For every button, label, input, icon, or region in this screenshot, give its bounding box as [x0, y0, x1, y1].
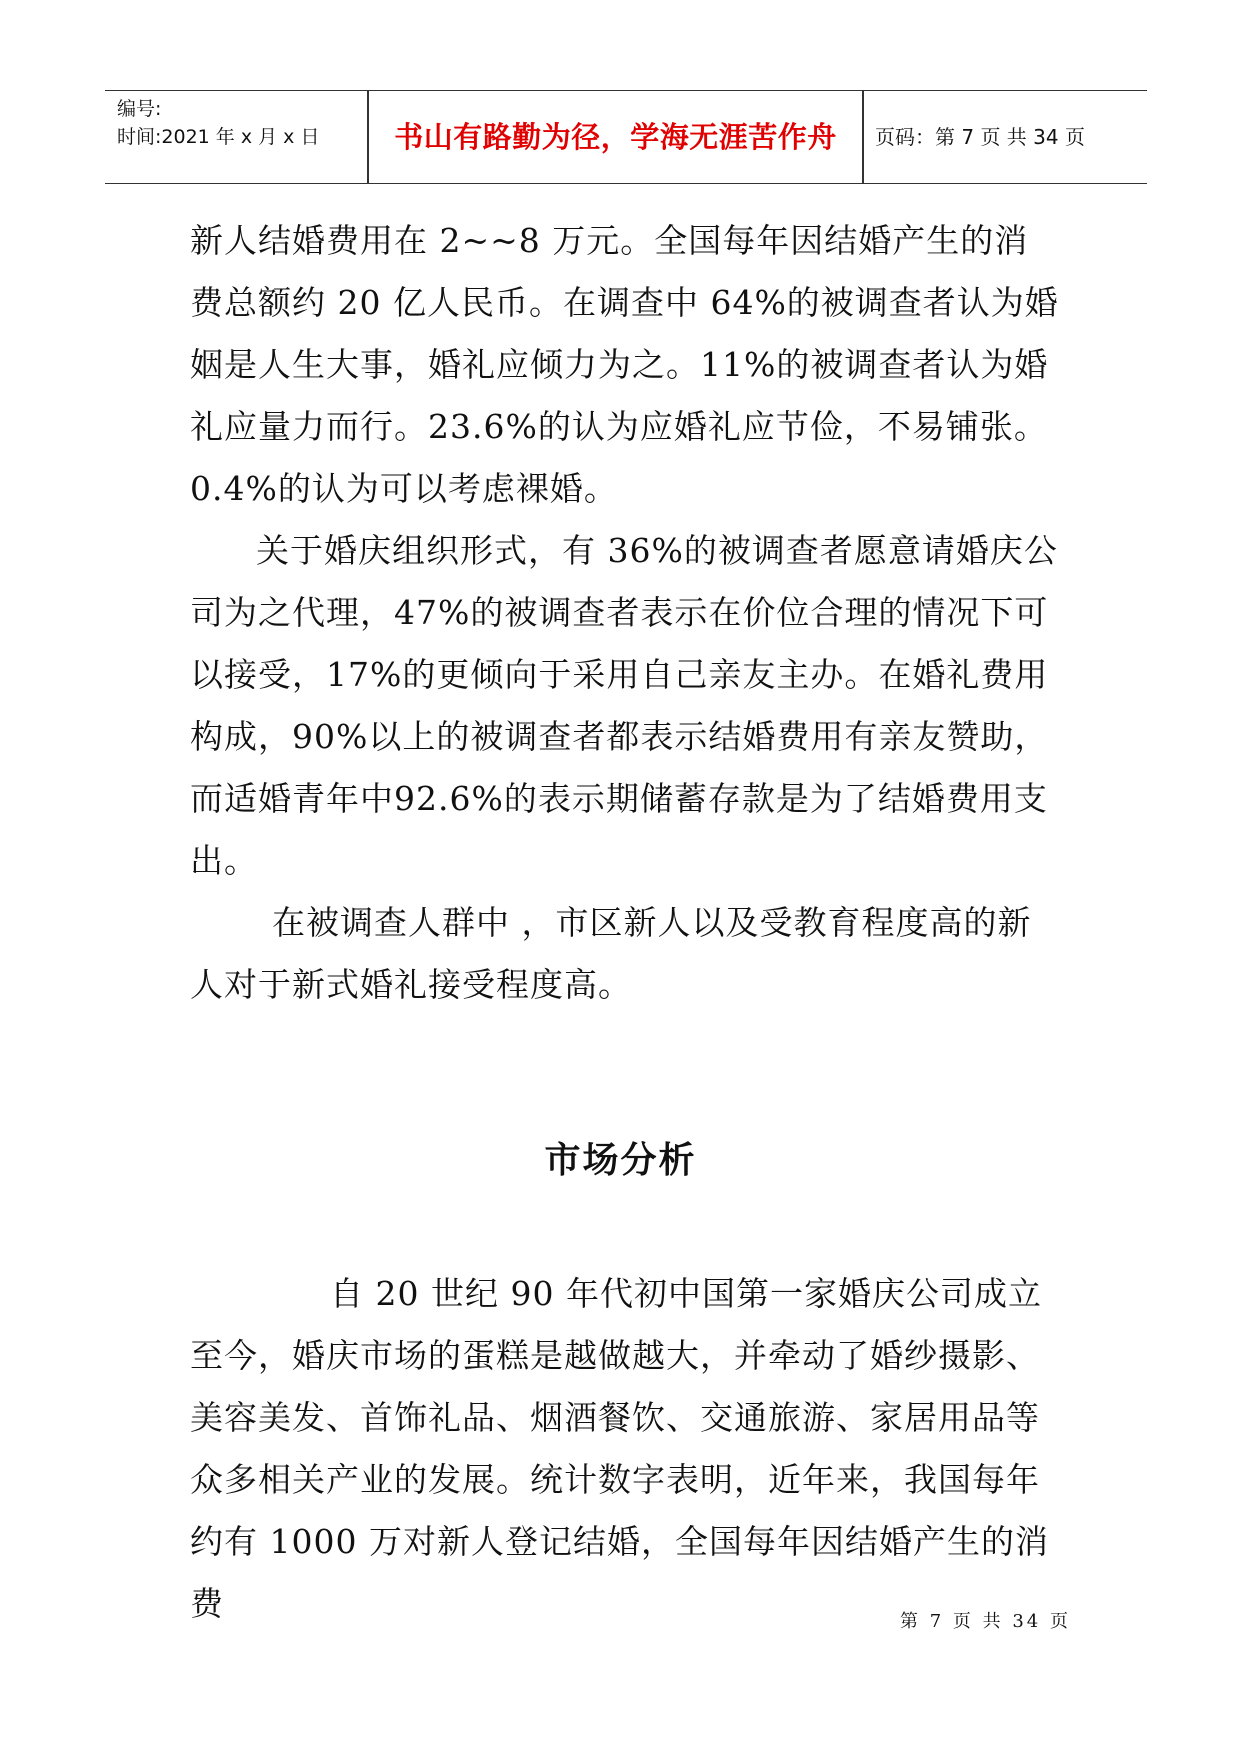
header-motto: 书山有路勤为径，学海无涯苦作舟 [394, 120, 837, 154]
document-number-label: 编号: [117, 98, 162, 120]
paragraph: 自 20 世纪 90 年代初中国第一家婚庆公司成立至今，婚庆市场的蛋糕是越做越大，并牵动了婚纱摄影、美容美发、首饰礼品、烟酒餐饮、交通旅游、家居用品等众多相关产业的发展。统计数字表明，近年来，我国每年约有 1000 万对新人登记结婚，全国每年因结婚产生的消费 [190, 1274, 1049, 1623]
header-divider [862, 91, 864, 183]
paragraph: 新人结婚费用在 2~~8 万元。全国每年因结婚产生的消费总额约 20 亿人民币。在调查中 64%的被调查者认为婚姻是人生大事，婚礼应倾力为之。11%的被调查者认为婚礼应量力而行。23.6%的认为应婚礼应节俭，不易铺张。0.4%的认为可以考虑裸婚。 [190, 221, 1059, 508]
header-page-info: 页码：第 7 页 共 34 页 [875, 125, 1085, 149]
page-footer: 第 7 页 共 34 页 [900, 1611, 1071, 1632]
page-header [105, 90, 1147, 184]
paragraph: 在被调查人群中 ，市区新人以及受教育程度高的新人对于新式婚礼接受程度高。 [190, 903, 1032, 1004]
section-body [190, 1263, 1060, 1635]
section-heading: 市场分析 [544, 1140, 697, 1181]
document-date-label: 时间:2021 年 x 月 x 日 [117, 126, 320, 148]
header-meta [117, 95, 367, 151]
paragraph: 关于婚庆组织形式，有 36%的被调查者愿意请婚庆公司为之代理，47%的被调查者表示在价位合理的情况下可以接受，17%的更倾向于采用自己亲友主办。在婚礼费用构成，90%以上的被调查者都表示结婚费用有亲友赞助，而适婚青年中92.6%的表示期储蓄存款是为了结婚费用支出。 [190, 531, 1058, 880]
body-text [190, 210, 1060, 1016]
